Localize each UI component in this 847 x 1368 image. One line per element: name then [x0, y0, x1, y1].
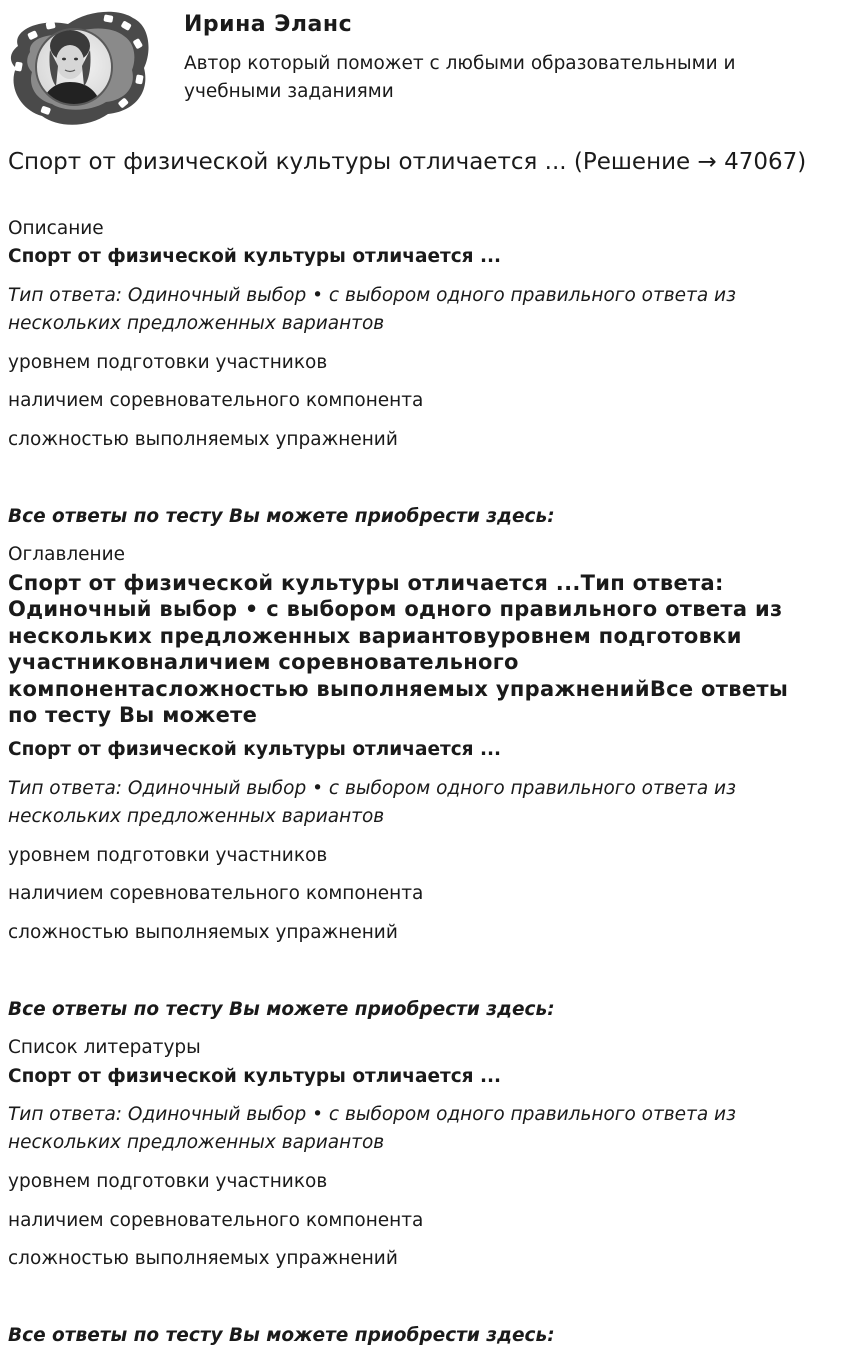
description-option-2: наличием соревновательного компонента	[8, 390, 424, 411]
literature-question: Спорт от физической культуры отличается ...	[8, 1066, 502, 1087]
description-option-3: сложностью выполняемых упражнений	[8, 429, 398, 450]
toc-option-1: уровнем подготовки участников	[8, 845, 328, 866]
page-title: Спорт от физической культуры отличается ... (Решение → 47067)	[8, 149, 807, 175]
description-question: Спорт от физической культуры отличается ...	[8, 246, 502, 267]
literature-answer-type: Тип ответа: Одиночный выбор • с выбором одного правильного ответа из нескольких предложенных вариантов	[8, 1104, 736, 1153]
author-name[interactable]: Ирина Эланс	[184, 12, 353, 37]
literature-option-1: уровнем подготовки участников	[8, 1171, 328, 1192]
literature-buy-text: Все ответы по тесту Вы можете приобрести здесь:	[8, 1325, 555, 1346]
description-heading: Описание	[8, 218, 104, 239]
page	[8, 0, 828, 1346]
author-avatar[interactable]	[8, 6, 150, 128]
literature-option-2: наличием соревновательного компонента	[8, 1210, 424, 1231]
toc-heading: Оглавление	[8, 544, 126, 565]
description-option-1: уровнем подготовки участников	[8, 352, 328, 373]
toc-option-3: сложностью выполняемых упражнений	[8, 922, 398, 943]
toc-summary: Спорт от физической культуры отличается ...Тип ответа: Одиночный выбор • с выбором одного правильного ответа из нескольких предложенных вариантовуровнем подготовки участниковналичием соревновательного компонентасложностью выполняемых упражненийВсе ответы по тесту Вы можете	[8, 571, 789, 728]
toc-option-2: наличием соревновательного компонента	[8, 883, 424, 904]
description-answer-type: Тип ответа: Одиночный выбор • с выбором одного правильного ответа из нескольких предложенных вариантов	[8, 285, 736, 334]
toc-question: Спорт от физической культуры отличается ...	[8, 739, 502, 760]
literature-option-3: сложностью выполняемых упражнений	[8, 1248, 398, 1269]
literature-heading: Список литературы	[8, 1037, 201, 1058]
toc-answer-type: Тип ответа: Одиночный выбор • с выбором одного правильного ответа из нескольких предложенных вариантов	[8, 778, 736, 827]
author-description: Автор который поможет с любыми образовательными и учебными заданиями	[184, 53, 736, 102]
author-card	[8, 0, 828, 130]
toc-buy-text: Все ответы по тесту Вы можете приобрести здесь:	[8, 999, 555, 1020]
description-buy-text: Все ответы по тесту Вы можете приобрести здесь:	[8, 506, 555, 527]
